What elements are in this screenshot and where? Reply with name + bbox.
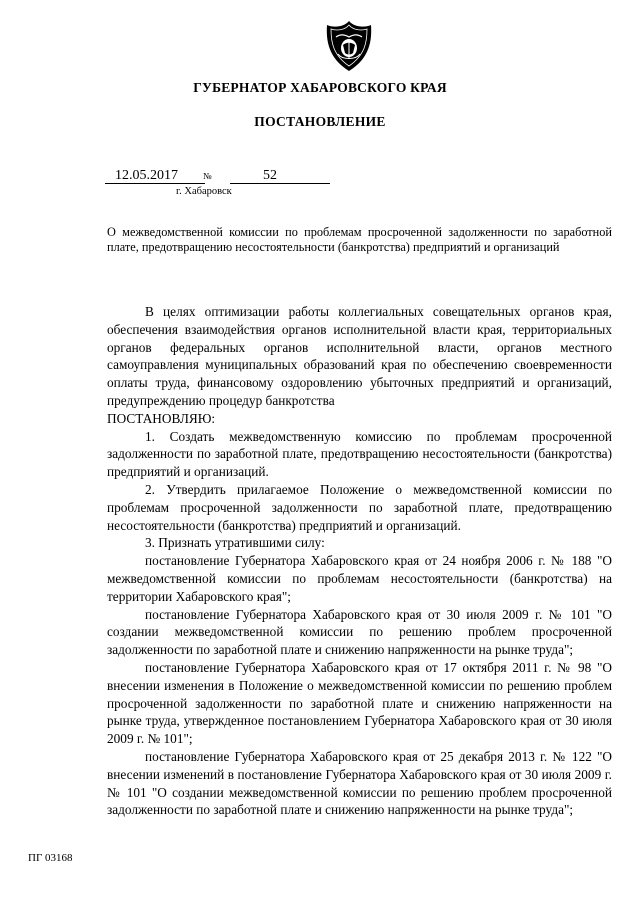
- repealed-decree-4: постановление Губернатора Хабаровского края от 25 декабря 2013 г. № 122 "О внесении изменений в постановление Губернатора Хабаровского края от 30 июля 2009 г. № 101 "О создании межведомственной комиссии по решению проблем просроченной задолженности по заработной плате и снижению напряженности на рынке труда";: [107, 748, 612, 818]
- issue-city: г. Хабаровск: [176, 186, 232, 197]
- item-3: 3. Признать утратившими силу:: [145, 535, 325, 551]
- decree-word: ПОСТАНОВЛЯЮ:: [107, 410, 216, 426]
- repealed-decree-1: постановление Губернатора Хабаровского края от 24 ноября 2006 г. № 188 "О межведомственной комиссии по проблемам несостоятельности (банкротства) на территории Хабаровского края";: [107, 553, 612, 604]
- item-2: 2. Утвердить прилагаемое Положение о межведомственной комиссии по проблемам просроченной задолженности по заработной плате, предотвращению несостоятельности (банкротства) предприятий и организаций.: [107, 481, 612, 533]
- number-sign: №: [203, 171, 212, 181]
- number-underline: [230, 183, 330, 184]
- repealed-decree-3: постановление Губернатора Хабаровского края от 17 октября 2011 г. № 98 "О внесении изменения в Положение о межведомственной комиссии по решению проблем просроченной задолженности по заработной плате и снижению напряженности на рынке труда, утвержденное постановлением Губернатора Хабаровского края от 30 июля 2009 г. № 101";: [107, 659, 612, 747]
- document-subject: О межведомственной комиссии по проблемам просроченной задолженности по заработной плате, предотвращению несостоятельности (банкротства) предприятий и организаций: [107, 225, 612, 254]
- document-type-title: ПОСТАНОВЛЕНИЕ: [254, 114, 386, 129]
- repealed-decree-2: постановление Губернатора Хабаровского края от 30 июля 2009 г. № 101 "О создании межведомственной комиссии по решению проблем просроченной задолженности по заработной плате и снижению напряженности на рынке труда";: [107, 606, 612, 658]
- date-number-line: [105, 168, 335, 184]
- issuing-authority: ГУБЕРНАТОР ХАБАРОВСКОГО КРАЯ: [193, 80, 447, 95]
- item-1: 1. Создать межведомственную комиссию по проблемам просроченной задолженности по заработной плате, предотвращению несостоятельности (банкротства) предприятий и организаций.: [107, 428, 612, 480]
- footer-document-code: ПГ 03168: [28, 852, 73, 864]
- preamble-paragraph: В целях оптимизации работы коллегиальных совещательных органов края, обеспечения взаимодействия органов исполнительной власти края, территориальных органов федеральных органов исполнительной власти, органов местного самоуправления муниципальных образований края по обеспечению своевременности оплаты труда, финансовому оздоровлению убыточных предприятий и организаций, предупреждению процедур банкротства: [107, 304, 612, 408]
- coat-of-arms-shape: [322, 18, 376, 74]
- document-number: 52: [263, 168, 277, 183]
- coat-of-arms-icon: [322, 18, 376, 74]
- document-date: 12.05.2017: [115, 168, 178, 183]
- document-body: [107, 303, 612, 819]
- date-underline: [105, 183, 205, 184]
